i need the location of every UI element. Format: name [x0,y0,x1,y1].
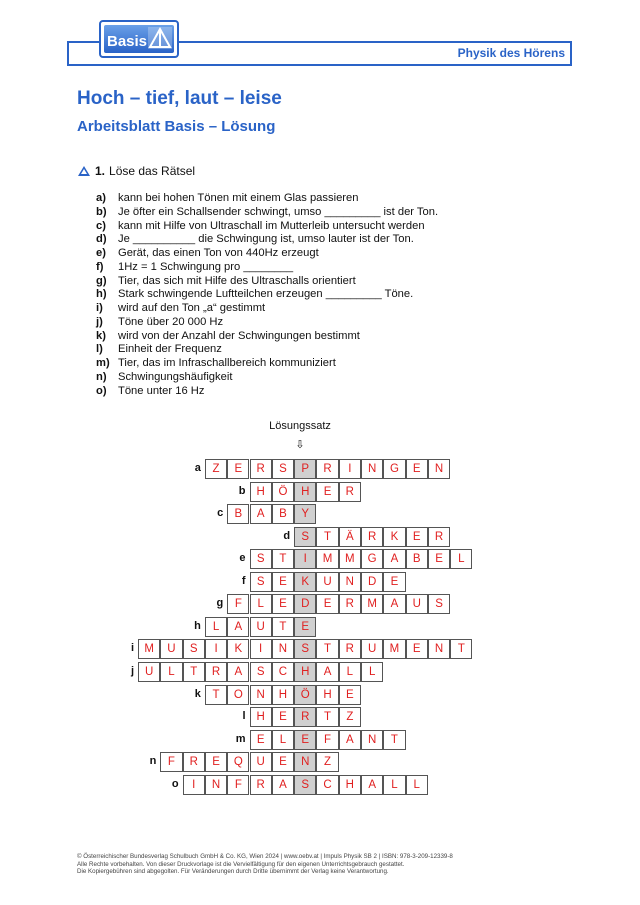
answer-cell: R [428,527,450,547]
answer-cell: T [205,685,227,705]
answer-cell: S [250,662,272,682]
row-label: e [239,552,246,565]
answer-cell: E [316,594,338,614]
clue-text: Töne über 20 000 Hz [118,315,224,328]
answer-cell: T [316,639,338,659]
clue-text: Je öfter ein Schallsender schwingt, umso _________ ist der Ton. [118,205,439,218]
solution-cell: D [294,594,316,614]
answer-cell: U [138,662,160,682]
solution-cell: E [294,617,316,637]
answer-cell: N [339,572,361,592]
answer-cell: A [316,662,338,682]
clue-item [96,385,438,399]
clue-item [96,302,438,316]
clue-letter: j) [96,315,103,328]
task-heading [77,164,195,178]
clue-item [96,371,438,385]
solution-cell: H [294,662,316,682]
triangle-icon [77,165,91,177]
answer-cell: K [383,527,405,547]
clue-letter: i) [96,302,103,314]
answer-cell: E [406,639,428,659]
answer-cell: L [250,594,272,614]
basis-logo [99,20,179,58]
answer-cell: R [339,639,361,659]
clue-text: Gerät, das einen Ton von 440Hz erzeugt [118,247,319,259]
clue-text: wird von der Anzahl der Schwingungen bestimmt [118,329,360,342]
answer-cell: Z [205,459,227,479]
answer-cell: L [450,549,472,569]
row-label: l [242,710,246,723]
clue-list [96,192,438,398]
clue-letter: o) [96,384,107,397]
answer-cell: E [227,459,249,479]
answer-cell: Z [316,752,338,772]
solution-cell: S [294,639,316,659]
clue-item [96,343,438,357]
answer-cell: U [406,594,428,614]
answer-cell: F [227,594,249,614]
row-label: j [130,664,134,677]
answer-cell: R [339,594,361,614]
answer-cell: R [250,775,272,795]
answer-cell: K [227,639,249,659]
task-text: Löse das Rätsel [109,164,196,178]
clue-letter: h) [96,288,107,301]
clue-letter: k) [96,329,106,342]
clue-item [96,206,438,220]
answer-cell: A [227,617,249,637]
clue-item [96,192,438,206]
answer-cell: I [250,639,272,659]
answer-cell: S [250,572,272,592]
answer-cell: F [160,752,182,772]
answer-cell: L [383,775,405,795]
answer-cell: B [406,549,428,569]
clue-letter: a) [96,192,106,204]
clue-item [96,233,438,247]
clue-text: Töne unter 16 Hz [118,384,205,397]
answer-cell: T [316,527,338,547]
solution-cell: I [294,549,316,569]
answer-cell: L [339,662,361,682]
answer-cell: N [361,730,383,750]
footer-line: © Österreichischer Bundesverlag Schulbuch GmbH & Co. KG, Wien 2024 | www.oebv.at | Impuls Physik SB 2 | ISBN: 978-3-209-12339-8 [77,853,453,860]
answer-cell: R [339,482,361,502]
footer-line: Die Kopiergebühren sind abgegolten. Für Veränderungen durch Dritte übernimmt der Verlag keine Verantwortung. [77,868,389,876]
answer-cell: U [316,572,338,592]
answer-cell: M [339,549,361,569]
answer-cell: R [183,752,205,772]
answer-cell: N [428,639,450,659]
clue-text: wird auf den Ton „a“ gestimmt [118,302,266,314]
clue-item [96,316,438,330]
clue-letter: m) [96,357,110,369]
answer-cell: S [250,549,272,569]
answer-cell: E [272,572,294,592]
clue-item [96,357,438,371]
answer-cell: Z [339,707,361,727]
answer-cell: A [250,504,272,524]
footer-line: Alle Rechte vorbehalten. Von dieser Druckvorlage ist die Vervielfältigung für den eigenen Unterrichtsgebrauch gestattet. [77,860,405,868]
answer-cell: N [428,459,450,479]
answer-cell: M [138,639,160,659]
clue-text: kann mit Hilfe von Ultraschall im Mutterleib untersucht werden [118,219,425,232]
clue-item [96,330,438,344]
answer-cell: G [361,549,383,569]
answer-cell: N [250,685,272,705]
answer-cell: G [383,459,405,479]
clue-letter: n) [96,370,107,383]
answer-cell: A [361,775,383,795]
solution-cell: E [294,730,316,750]
row-label: b [238,484,246,497]
answer-cell: C [316,775,338,795]
answer-cell: L [361,662,383,682]
answer-cell: M [316,549,338,569]
answer-cell: E [250,730,272,750]
answer-cell: Ö [272,482,294,502]
solution-cell: P [294,459,316,479]
answer-cell: U [250,617,272,637]
answer-cell: L [205,617,227,637]
solution-cell: K [294,572,316,592]
solution-cell: H [294,482,316,502]
answer-cell: T [450,639,472,659]
row-label: d [283,529,291,542]
answer-cell: F [227,775,249,795]
answer-cell: I [183,775,205,795]
clue-item [96,261,438,275]
answer-cell: S [183,639,205,659]
answer-cell: H [339,775,361,795]
answer-cell: N [205,775,227,795]
clue-letter: b) [96,205,107,218]
row-label: h [194,619,201,632]
answer-cell: E [383,572,405,592]
answer-cell: E [205,752,227,772]
answer-cell: E [339,685,361,705]
page-subtitle: Arbeitsblatt Basis – Lösung [77,118,276,135]
solution-label: Lösungssatz [269,420,331,432]
answer-cell: T [272,617,294,637]
row-label: n [149,755,157,768]
answer-cell: B [272,504,294,524]
clue-text: Tier, das sich mit Hilfe des Ultraschalls orientiert [118,274,356,287]
answer-cell: R [205,662,227,682]
answer-cell: E [272,594,294,614]
answer-cell: O [227,685,249,705]
logo-text: Basis [107,33,148,50]
answer-cell: L [160,662,182,682]
row-label: k [194,687,201,700]
answer-cell: T [272,549,294,569]
topic-label: Physik des Hörens [457,46,565,60]
row-label: f [241,574,246,587]
footer [77,853,453,876]
clue-letter: e) [96,247,106,259]
answer-cell: S [272,459,294,479]
page-title: Hoch – tief, laut – leise [77,88,282,109]
answer-cell: S [428,594,450,614]
solution-cell: Y [294,504,316,524]
answer-cell: T [383,730,405,750]
answer-cell: R [361,527,383,547]
answer-cell: I [205,639,227,659]
answer-cell: H [250,707,272,727]
answer-cell: Ä [339,527,361,547]
answer-cell: A [383,594,405,614]
solution-cell: R [294,707,316,727]
clue-item [96,220,438,234]
answer-cell: U [160,639,182,659]
solution-cell: S [294,775,316,795]
clue-letter: g) [96,274,107,287]
answer-cell: I [339,459,361,479]
answer-cell: U [361,639,383,659]
clue-text: Tier, das im Infraschallbereich kommuniziert [118,357,336,369]
clue-letter: c) [96,219,106,232]
answer-cell: T [316,707,338,727]
row-label: m [235,732,246,745]
clue-letter: f) [96,260,104,273]
clue-text: Schwingungshäufigkeit [118,370,233,383]
answer-cell: E [272,752,294,772]
answer-cell: E [316,482,338,502]
task-number: 1. [95,164,106,178]
answer-cell: C [272,662,294,682]
answer-cell: E [272,707,294,727]
clue-text: kann bei hohen Tönen mit einem Glas passieren [118,192,359,204]
row-label: i [130,642,134,655]
answer-cell: A [272,775,294,795]
answer-cell: B [227,504,249,524]
answer-cell: Q [227,752,249,772]
answer-cell: R [250,459,272,479]
answer-cell: R [316,459,338,479]
answer-cell: E [428,549,450,569]
clue-item [96,275,438,289]
answer-cell: H [250,482,272,502]
clue-text: Stark schwingende Luftteilchen erzeugen _________ Töne. [118,288,414,301]
row-label: g [216,597,224,610]
solution-cell: S [294,527,316,547]
answer-cell: A [383,549,405,569]
answer-cell: D [361,572,383,592]
clue-letter: l) [96,343,103,356]
row-label: c [217,507,224,520]
answer-cell: M [361,594,383,614]
answer-cell: L [406,775,428,795]
answer-cell: H [272,685,294,705]
answer-cell: M [383,639,405,659]
solution-cell: N [294,752,316,772]
row-label: o [171,777,179,790]
answer-cell: N [272,639,294,659]
triangle-logo-icon [147,26,173,50]
answer-cell: T [183,662,205,682]
down-arrow-icon: ⇩ [295,439,305,451]
clue-item [96,288,438,302]
answer-cell: H [316,685,338,705]
clue-text: Je __________ die Schwingung ist, umso lauter ist der Ton. [118,233,414,246]
answer-cell: F [316,730,338,750]
answer-cell: U [250,752,272,772]
answer-cell: A [339,730,361,750]
answer-cell: A [227,662,249,682]
answer-cell: E [406,459,428,479]
answer-cell: E [406,527,428,547]
answer-cell: L [272,730,294,750]
answer-cell: N [361,459,383,479]
clue-letter: d) [96,233,107,246]
clue-text: Einheit der Frequenz [118,343,222,356]
clue-item [96,247,438,261]
clue-text: 1Hz = 1 Schwingung pro ________ [118,260,294,273]
row-label: a [194,462,201,474]
solution-cell: Ö [294,685,316,705]
